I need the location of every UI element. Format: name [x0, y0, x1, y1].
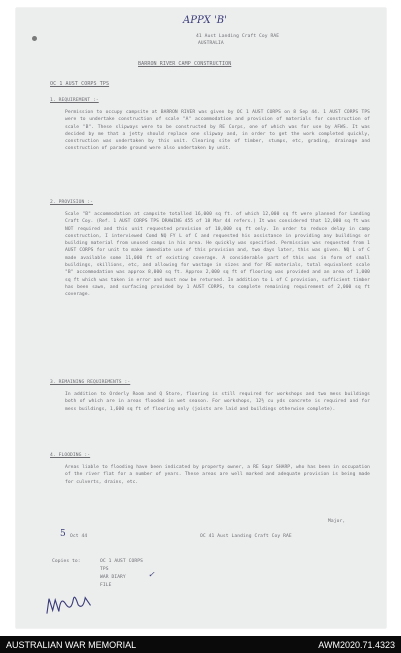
footer-bar [0, 636, 401, 653]
punch-hole [32, 36, 37, 41]
signature-scrawl [42, 587, 95, 620]
section-2-heading: 2. PROVISION :- [50, 200, 93, 205]
section-1-heading: 1. REQUIREMENT :- [50, 98, 99, 103]
section-4-body: Areas liable to flooding have been indicated by property owner, a RE Sapr SHARP, who has been in occupation of the river flat for a number of years. These areas are well marked and adequate provision is being made for culverts, drains, etc. [65, 465, 370, 485]
unit-header-line2: AUSTRALIA [198, 41, 224, 46]
handwritten-tick: ✓ [148, 570, 155, 579]
document-date: Oct 44 [70, 534, 88, 539]
footer-accession-id: AWM2020.71.4323 [318, 640, 395, 650]
section-4-heading: 4. FLOODING :- [50, 453, 91, 458]
copies-item: OC 1 AUST CORPS [100, 559, 143, 564]
signature-rank: Major, [328, 519, 346, 524]
document-title: BARRON RIVER CAMP CONSTRUCTION [138, 61, 232, 67]
copies-item: FILE [100, 583, 112, 588]
section-2-body: Scale "B" accommodation at campsite totalled 16,000 sq ft. of which 12,000 sq ft were planned for Landing Craft Coy. (Ref. 1 AUST CORPS TPS DRAWING 455 of 18 Mar 44 refers.) It was considered that 12,000 sq ft was NOT required and this unit requested provision of 10,000 sq ft only. In order to reduce delay in camp construction, I interviewed Comd NQ FY L of C and requested his assistance in providing any buildings or building material from unused camps in his area. He quickly was specified. Permission was requested from 1 AUST CORPS for unit to make immediate use of this provision and, two days later, this was given. NQ L of C made available some 11,000 ft of existing coverage. A considerable part of this was in form of small buildings, skillions, etc, and allowing for wastage in sizes and for RE materials, total equivalent scale "B" accommodation was approx 8,000 sq ft. Approx 2,000 sq ft of flooring was provided and an area of 1,000 sq ft which was taken in error and must now be returned. In addition to L of C provision, sufficient timber has been sawn, and surfacing provided by 1 AUST CORPS, to complete remaining requirement of 2,000 sq ft coverage. [65, 212, 370, 298]
section-3-body: In addition to Orderly Room and Q Store, flooring is still required for workshops and two mess buildings both of which are in areas flooded in wet season. For workshops, 12½ cu yds concrete is required and for mess buildings, 1,600 sq ft of flooring only (joists are laid and buildings otherwise complete). [65, 392, 370, 412]
unit-header-line1: 41 Aust Landing Craft Coy RAE [196, 34, 280, 39]
handwritten-ref: APPX 'B' [183, 15, 227, 26]
section-1-body: Permission to occupy campsite at BARRON RIVER was given by OC 1 AUST CORPS on 8 Sep 44. 1 AUST CORPS TPS were to undertake construction of scale "A" accommodation and provision of materials for construction of scale "B". These slipways were to be constructed by RE Corps, one of which was for use by AFWS. It was decided by me that a jetty should replace one slipway and, in order to get the work completed quickly, construction was undertaken by this unit. Clearing site of timber, stumps, etc, grading, drainage and construction of parade ground were also undertaken by unit. [65, 110, 370, 152]
copies-item: WAR DIARY [100, 575, 126, 580]
signature-block: OC 41 Aust Landing Craft Coy RAE [200, 534, 292, 539]
document-subtitle: OC 1 AUST CORPS TPS [50, 81, 110, 87]
section-3-heading: 3. REMAINING REQUIREMENTS :- [50, 380, 131, 385]
footer-institution: AUSTRALIAN WAR MEMORIAL [6, 640, 137, 650]
copies-item: TPS [100, 567, 109, 572]
date-day: 5 [60, 529, 66, 539]
copies-label: Copies to: [52, 559, 81, 564]
